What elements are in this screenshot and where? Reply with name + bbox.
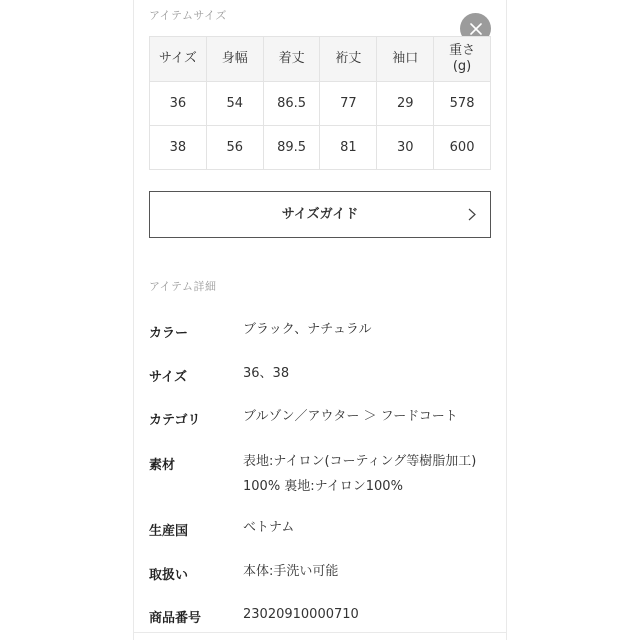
panel-right-border: [506, 0, 507, 640]
size-guide-button[interactable]: [149, 191, 491, 238]
detail-key: 素材: [149, 458, 176, 473]
detail-key: 生産国: [149, 524, 189, 539]
close-icon: [470, 23, 482, 35]
header-size: サイズ: [150, 37, 207, 82]
table-cell: 56: [206, 126, 263, 170]
item-details-heading: アイテム詳細: [149, 280, 217, 293]
size-table: [149, 36, 491, 170]
table-cell: 38: [150, 126, 207, 170]
header-length: 着丈: [263, 37, 320, 82]
table-cell: 29: [377, 82, 434, 126]
table-row: [150, 82, 491, 126]
header-sleeve: 裄丈: [320, 37, 377, 82]
table-cell: 89.5: [263, 126, 320, 170]
panel-left-border: [133, 0, 134, 640]
detail-key: 商品番号: [149, 611, 202, 626]
table-cell: 578: [434, 82, 491, 126]
size-guide-label: サイズガイド: [281, 207, 359, 222]
detail-value: 23020910000710: [243, 607, 359, 622]
item-size-heading: アイテムサイズ: [149, 9, 227, 22]
detail-key: カテゴリ: [149, 413, 201, 428]
table-cell: 36: [150, 82, 207, 126]
header-cuff: 袖口: [377, 37, 434, 82]
detail-key: サイズ: [149, 370, 187, 385]
table-cell: 77: [320, 82, 377, 126]
detail-value: 36、38: [243, 366, 290, 381]
chevron-right-icon: [468, 208, 476, 221]
detail-value: ブラック、ナチュラル: [243, 322, 372, 337]
detail-key: カラー: [149, 326, 189, 341]
detail-value: ブルゾン／アウター ＞ フードコート: [243, 409, 458, 424]
table-cell: 86.5: [263, 82, 320, 126]
detail-value: ベトナム: [243, 520, 295, 535]
table-cell: 54: [206, 82, 263, 126]
detail-value: 表地:ナイロン(コーティング等樹脂加工) 100% 裏地:ナイロン100%: [243, 454, 477, 494]
table-cell: 81: [320, 126, 377, 170]
size-table-header-row: [150, 37, 491, 82]
detail-value: 本体:手洗い可能: [243, 564, 339, 579]
header-chest: 身幅: [206, 37, 263, 82]
table-cell: 30: [377, 126, 434, 170]
detail-key: 取扱い: [149, 568, 189, 583]
header-weight: 重さ (g): [434, 37, 491, 82]
bottom-divider: [133, 632, 507, 633]
table-row: [150, 126, 491, 170]
table-cell: 600: [434, 126, 491, 170]
